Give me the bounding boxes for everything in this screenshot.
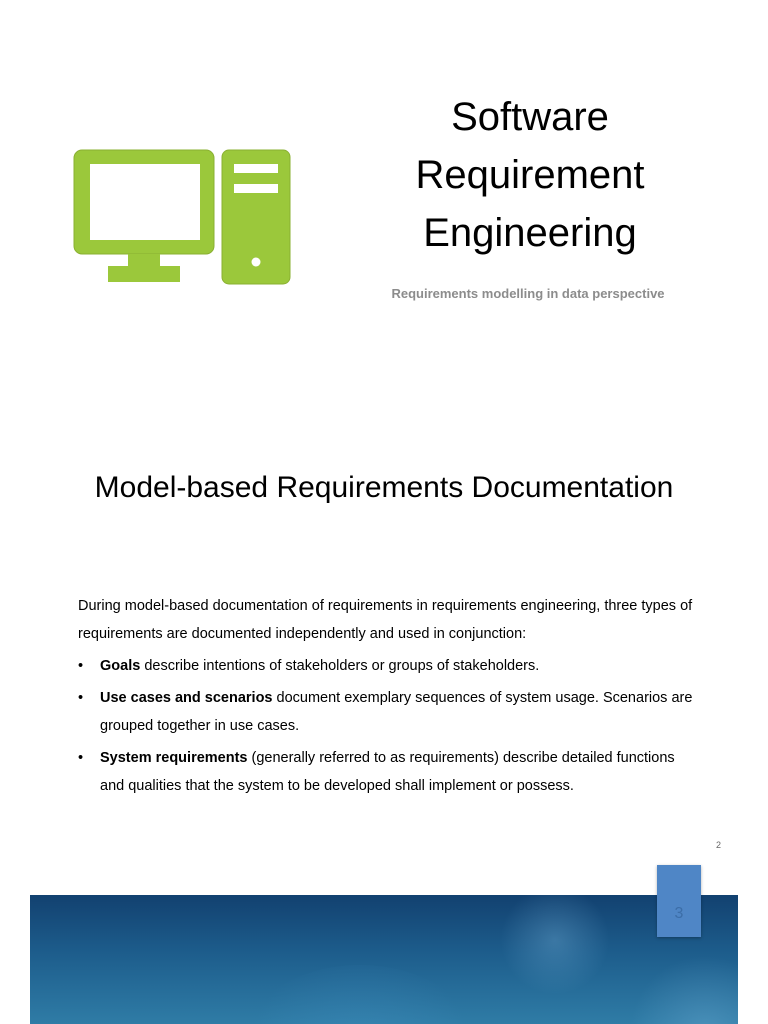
slide2-body xyxy=(78,592,698,804)
page-number-tab xyxy=(657,865,701,937)
page-number-small: 2 xyxy=(716,840,722,850)
title-line-2: Requirement xyxy=(415,153,645,197)
bullet-item xyxy=(78,744,698,800)
intro-paragraph: During model-based documentation of requirements in requirements engineering, three types of requirements are documented independently and used in conjunction: xyxy=(78,598,693,642)
bullet-term: Goals xyxy=(100,658,141,674)
bullet-list xyxy=(78,652,698,800)
footer-glow xyxy=(630,955,738,1024)
slide2-title: Model-based Requirements Documentation xyxy=(94,471,674,504)
title-line-3: Engineering xyxy=(423,211,637,255)
bullet-icon: • xyxy=(78,750,84,766)
bullet-term: Use cases and scenarios xyxy=(100,690,273,706)
bullet-text: describe intentions of stakeholders or groups of stakeholders. xyxy=(140,658,540,674)
page-number: 3 xyxy=(674,905,684,922)
footer-glow xyxy=(500,895,610,995)
computer-icon xyxy=(70,146,294,288)
slide1-title xyxy=(360,88,700,262)
slide1-subtitle: Requirements modelling in data perspective xyxy=(391,286,665,301)
title-line-1: Software xyxy=(451,95,609,139)
footer-glow xyxy=(230,965,490,1024)
footer-band xyxy=(30,895,738,1024)
bullet-icon: • xyxy=(78,690,84,706)
bullet-icon: • xyxy=(78,658,84,674)
slide-1 xyxy=(0,0,768,340)
bullet-text: document exemplary sequences of system usage. Scenarios are grouped together in use cases. xyxy=(100,690,693,734)
bullet-text: (generally referred to as requirements) describe detailed functions and qualities that the system to be developed shall implement or possess. xyxy=(100,750,675,794)
tower-shape xyxy=(222,150,290,284)
monitor-shape xyxy=(74,150,214,282)
bullet-item xyxy=(78,684,698,740)
slide-2 xyxy=(0,440,768,1024)
bullet-term: System requirements xyxy=(100,750,248,766)
bullet-item xyxy=(78,652,698,680)
